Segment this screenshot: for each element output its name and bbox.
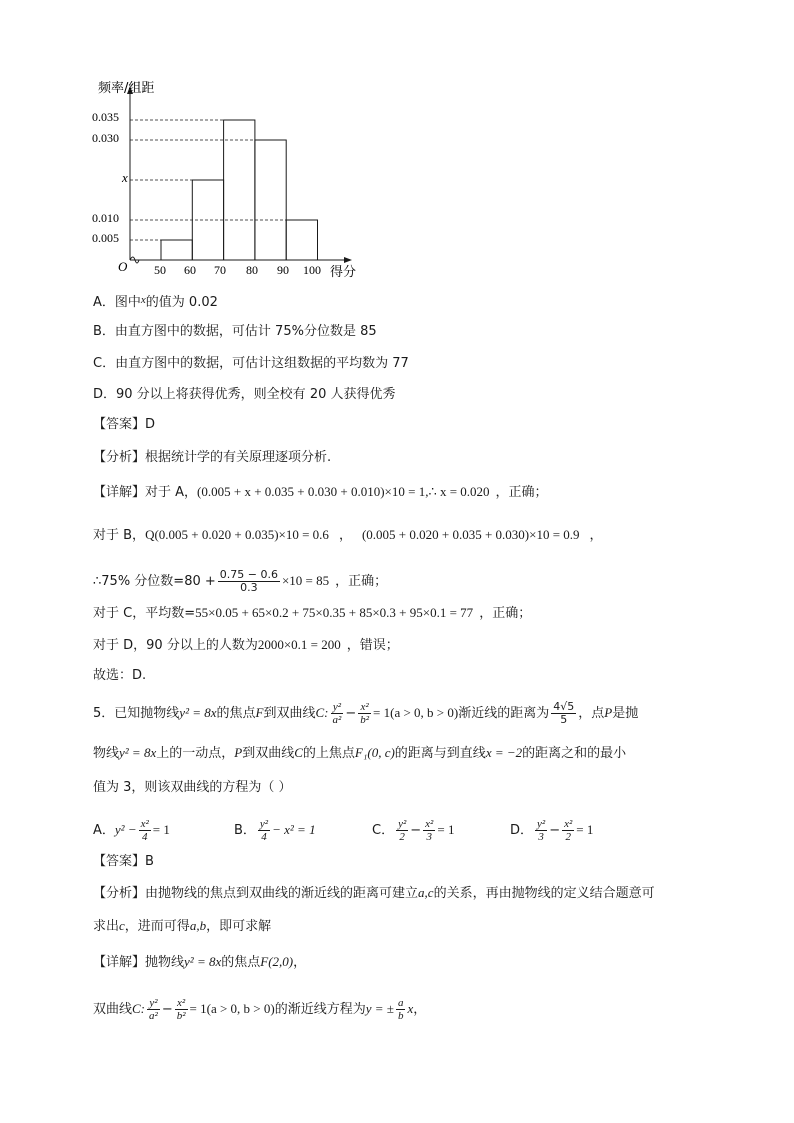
q4-analysis <box>93 448 331 468</box>
detail-b-lead: 对于 B， <box>93 528 146 543</box>
histogram-bar-90-100 <box>286 220 317 260</box>
frac-num: a <box>397 997 404 1009</box>
quantile-end: ，正确； <box>335 574 388 589</box>
frac-num: y² <box>331 701 344 714</box>
histogram-figure <box>90 78 370 278</box>
frac-den: b <box>397 1010 404 1022</box>
q5-stem-line-3: 值为 3，则该双曲线的方程为（ ） <box>93 780 292 795</box>
detail-a-math: (0.005 + x + 0.035 + 0.030 + 0.010)×10 = 1,∴ x = 0.020 <box>197 484 490 499</box>
quantile-tail: ×10 = 85 <box>281 573 330 588</box>
opt-frac-2 <box>423 818 435 843</box>
frac-num: x² <box>425 818 434 830</box>
frac-num: x² <box>175 997 188 1010</box>
frac-den: b² <box>176 1010 186 1022</box>
frac-num: x² <box>358 701 371 714</box>
option-b: B．由直方图中的数据，可估计 75%分位数是 85 <box>93 324 377 339</box>
analysis-tag: 【分析】 <box>93 450 146 465</box>
q5-l1-e: ，点 <box>578 706 605 721</box>
analysis-d: ，进而可得 <box>124 919 190 934</box>
analysis-cvar: c <box>119 918 125 933</box>
y-tick-0.030: 0.030 <box>92 131 119 145</box>
asym-C: C: <box>132 1001 146 1016</box>
q5-l1-c: 到双曲线 <box>263 706 316 721</box>
analysis-tag: 【分析】 <box>93 886 146 901</box>
q5-l2-f: 的距离之和的最小 <box>522 746 627 761</box>
opt-frac-1 <box>535 818 547 843</box>
x-axis-arrow <box>344 257 352 263</box>
q5-l2-e: 的距离与到直线 <box>394 746 486 761</box>
q5-answer <box>93 852 154 872</box>
q4-final: 故选：D. <box>93 668 147 683</box>
asym-frac-ab <box>396 997 406 1022</box>
detail-tag: 【详解】 <box>93 485 146 500</box>
q5-option-a <box>93 818 170 843</box>
answer-tag: 【答案】 <box>93 417 146 432</box>
option-a-tail: 的值为 0.02 <box>145 295 218 310</box>
asym-end: ， <box>413 1002 427 1017</box>
detail-b-math-1: Q(0.005 + 0.020 + 0.035)×10 = 0.6 <box>145 527 329 542</box>
q5-l2-C: C <box>294 745 303 760</box>
analysis-e: ，即可求解 <box>206 919 272 934</box>
x-tick-50: 50 <box>154 263 166 277</box>
analysis-ab: a,b <box>189 918 207 933</box>
opt-rhs: = 1 <box>152 822 170 837</box>
q5-curve-C: C: <box>315 705 329 720</box>
y-axis-label: 频率/组距 <box>98 81 155 96</box>
quantile-num: 0.75 − 0.6 <box>219 568 278 581</box>
detail-tag: 【详解】 <box>93 955 146 970</box>
opt-label: D． <box>510 823 534 838</box>
opt-frac-1 <box>396 818 408 843</box>
q5-analysis-line-1 <box>93 883 655 904</box>
opt-frac-2 <box>562 818 574 843</box>
x-tick-70: 70 <box>214 263 226 277</box>
q5-l1-f: 是抛 <box>612 706 639 721</box>
frac-den: 3 <box>538 831 544 843</box>
q5-number: 5． <box>93 706 115 721</box>
q4-detail-a <box>93 482 548 503</box>
detail-c-math: 55×0.05 + 65×0.2 + 75×0.35 + 85×0.3 + 95×0.1 = 77 <box>195 605 474 620</box>
opt-label: A． <box>93 823 115 838</box>
asym-b: 的渐近线方程为 <box>274 1002 366 1017</box>
x-tick-80: 80 <box>246 263 258 277</box>
q5-point-P: P <box>604 705 613 720</box>
asym-frac-2 <box>175 997 188 1022</box>
q4-detail-c <box>93 603 531 624</box>
detail-a: 抛物线 <box>145 955 185 970</box>
quantile-lead: ∴75% 分位数=80 + <box>93 574 216 589</box>
analysis-text: 根据统计学的有关原理逐项分析. <box>145 450 332 465</box>
x-tick-60: 60 <box>184 263 196 277</box>
opt-frac <box>258 818 270 843</box>
q5-l2-b: 上的一动点， <box>156 746 235 761</box>
frac-den: 5 <box>560 713 568 726</box>
frac-num: x² <box>564 818 573 830</box>
analysis-a: 由抛物线的焦点到双曲线的渐近线的距离可建立 <box>145 886 419 901</box>
q5-frac-x2b2 <box>358 701 371 726</box>
histogram-bar-70-80 <box>224 120 255 260</box>
answer-tag: 【答案】 <box>93 854 146 869</box>
frac-den: 3 <box>426 831 433 843</box>
detail-d-lead: 对于 D，90 分以上的人数为 <box>93 638 258 653</box>
opt-label: B． <box>234 823 256 838</box>
x-axis-label: 得分 <box>330 265 357 278</box>
q5-condition: = 1(a > 0, b > 0) <box>373 705 459 720</box>
origin-label: O <box>118 259 128 274</box>
analysis-b: 的关系，再由抛物线的定义结合题意可 <box>433 886 655 901</box>
q5-option-b <box>234 818 316 843</box>
q5-focus-F: F <box>255 705 264 720</box>
detail-c-tail: ，正确； <box>479 606 532 621</box>
option-a-text: A．图中 <box>93 295 141 310</box>
q5-stem-line-1: 5．已知抛物线y² = 8x的焦点F到双曲线C: $\frac{\text{y²}}{\text{a²}}$ − $\frac{\text{x²}}{\text{b²}}$ = 1(a > 0, b > 0)渐近线的距离为 $\frac{4√5}{5}$ ，点P是抛 <box>93 700 639 726</box>
opt-rhs: = 1 <box>576 822 594 837</box>
q5-l2-parab: y² = 8x <box>119 745 157 760</box>
q5-l2-a: 物线 <box>93 746 120 761</box>
frac-num: 4√5 <box>553 700 575 713</box>
frac-num: y² <box>147 997 160 1010</box>
opt-lhs: y² − <box>114 822 137 837</box>
q5-l2-P: P <box>234 745 243 760</box>
frac-den: a² <box>149 1010 158 1022</box>
x-tick-100: 100 <box>303 263 321 277</box>
option-d: D．90 分以上将获得优秀，则全校有 20 人获得优秀 <box>93 387 396 402</box>
y-tick-x: x <box>122 170 128 185</box>
q4-quantile <box>93 566 387 597</box>
y-tick-0.005: 0.005 <box>92 231 119 245</box>
detail-focus: F(2,0) <box>260 954 294 969</box>
q4-detail-d <box>93 635 399 656</box>
detail-a-tail: ，正确； <box>495 485 548 500</box>
opt-frac <box>139 818 151 843</box>
y-tick-0.010: 0.010 <box>92 211 119 225</box>
answer-value: B <box>145 854 154 869</box>
frac-den: a² <box>332 714 342 726</box>
frac-den: 2 <box>399 831 405 843</box>
detail-d-math: 2000×0.1 = 200 <box>257 637 341 652</box>
analysis-c: 求出 <box>93 919 120 934</box>
histogram-bar-80-90 <box>255 140 286 260</box>
detail-b: 的焦点 <box>221 955 261 970</box>
q4-detail-b: 对于 B，Q(0.005 + 0.020 + 0.035)×10 = 0.6 ， (0.005 + 0.020 + 0.035 + 0.030)×10 = 0.9 ， <box>93 527 603 543</box>
detail-c: ， <box>293 955 307 970</box>
q5-frac-y2a2 <box>331 701 344 726</box>
q5-l1-b: 的焦点 <box>216 706 256 721</box>
q5-analysis-line-2 <box>93 916 271 937</box>
asym-a: 双曲线 <box>93 1002 133 1017</box>
detail-parab: y² = 8x <box>184 954 222 969</box>
opt-lhs: − x² = 1 <box>272 822 316 837</box>
y-tick-0.035: 0.035 <box>92 110 119 124</box>
detail-c-lead: 对于 C，平均数= <box>93 606 196 621</box>
detail-d-tail: ，错误； <box>346 638 399 653</box>
analysis-vars: a,c <box>418 885 434 900</box>
x-tick-90: 90 <box>277 263 289 277</box>
q5-l2-c: 到双曲线 <box>242 746 295 761</box>
answer-value: D <box>145 417 156 432</box>
detail-b-math-2: (0.005 + 0.020 + 0.035 + 0.030)×10 = 0.9 <box>361 527 580 542</box>
asym-eq: y = ± <box>365 1001 394 1016</box>
q5-detail-line-1 <box>93 952 306 973</box>
q5-distance <box>551 701 576 726</box>
q5-parabola: y² = 8x <box>179 705 217 720</box>
q5-l1-d: 渐近线的距离为 <box>458 706 550 721</box>
histogram-bar-50-60 <box>161 240 192 260</box>
q5-l2-F1: F₁(0, c) <box>354 745 395 760</box>
q5-detail-line-2: 双曲线C: $\frac{\text{y²}}{\text{a²}}$ − $\frac{\text{x²}}{\text{b²}}$ = 1(a > 0, b > 0)的渐近线方程为y = ± $\frac{a}{b}$ x， <box>93 997 427 1022</box>
q5-l1-a: 已知抛物线 <box>114 706 180 721</box>
q4-answer <box>93 415 155 435</box>
frac-den: 2 <box>565 831 571 843</box>
frac-num: x² <box>140 818 149 830</box>
bars-group <box>161 120 318 260</box>
q5-stem-line-2 <box>93 743 626 764</box>
q5-l2-line: x = −2 <box>485 745 523 760</box>
option-c: C．由直方图中的数据，可估计这组数据的平均数为 77 <box>93 356 409 371</box>
asym-frac-1 <box>147 997 160 1022</box>
asym-x: x <box>407 1001 414 1016</box>
q5-option-d: D． $\frac{\text{y²}}{3}$ − $\frac{\text{x²}}{2}$ = 1 <box>510 818 594 843</box>
detail-b-tail: ， <box>589 528 603 543</box>
asym-cond: = 1(a > 0, b > 0) <box>189 1001 275 1016</box>
option-a <box>93 290 218 313</box>
frac-num: y² <box>537 818 546 830</box>
opt-label: C． <box>372 823 395 838</box>
quantile-den: 0.3 <box>240 581 258 594</box>
detail-a-lead: 对于 A， <box>145 485 198 500</box>
frac-num: y² <box>398 818 407 830</box>
frac-den: b² <box>360 714 370 726</box>
frac-den: 4 <box>261 831 267 843</box>
opt-rhs: = 1 <box>437 822 455 837</box>
option-a-var: x <box>140 294 146 306</box>
frac-den: 4 <box>141 831 148 843</box>
quantile-fraction <box>218 569 280 594</box>
q5-l2-d: 的上焦点 <box>302 746 355 761</box>
q5-option-c: C． $\frac{\text{y²}}{2}$ − $\frac{\text{x²}}{3}$ = 1 <box>372 818 455 843</box>
frac-num: y² <box>259 818 269 830</box>
